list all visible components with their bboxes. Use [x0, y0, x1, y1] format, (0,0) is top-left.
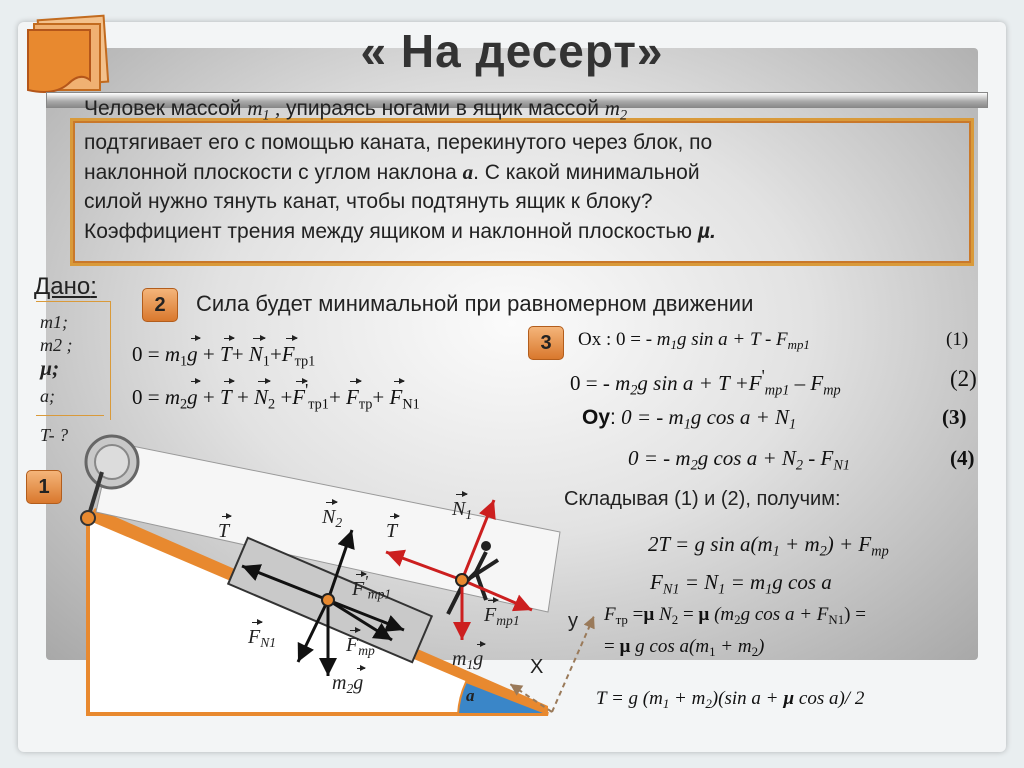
equation-number-1: (1): [946, 329, 969, 350]
label-N1: $N_1$: [452, 498, 473, 523]
adding-statement: Складывая (1) и (2), получим:: [564, 488, 841, 510]
label-Ftr1: $F_{тр1}$: [484, 604, 520, 629]
given-m2: m2 ;: [40, 335, 73, 355]
projection-equation-3: Oy: 0 = - $m_1g$ $\cos a + N_1$: [582, 405, 797, 433]
equation-number-4: (4): [950, 446, 975, 470]
label-Ftr: $F_{тр}$: [346, 634, 375, 659]
projection-equation-1: Ox : 0 = - $m_1g$ $\sin a + T - F_{тр1}$: [578, 329, 810, 352]
result-equation-3: $F_{тр} =\mu$ $N_2 = \mu$ ($m_2g$ $\cos a + F_{N1}$) =: [604, 604, 866, 627]
label-T-left: T: [218, 520, 230, 542]
given-title: Дано:: [34, 273, 97, 300]
given-m1: m1;: [40, 312, 68, 332]
label-m1g: $m_1g$: [452, 648, 484, 673]
step-badge-1: 1: [26, 470, 62, 504]
projection-equation-4: 0 = - $m_2g$ $\cos a + N_2 - F_{N1}$: [628, 446, 851, 474]
label-m2g: $m_2g$: [332, 672, 364, 697]
label-angle: a: [466, 686, 475, 705]
label-T-right: T: [386, 520, 398, 542]
problem-line-2: подтягивает его с помощью каната, перекинутого через блок, по: [84, 131, 713, 154]
final-answer: T = g $(m_1 + m_2)(\sin$ a + µ cos a)/ 2: [596, 688, 865, 711]
page-title: « На десерт»: [360, 25, 664, 77]
minimum-force-statement: Сила будет минимальной при равномерном движении: [196, 291, 754, 316]
problem-line-1: Человек массой $m_1$ , упираясь ногами в ящик массой $m_2$: [84, 96, 628, 124]
label-FN1: $F_{N1}$: [248, 626, 277, 651]
result-equation-1: 2T = g $\sin a(m_1 + m_2) + F_{тр}$: [648, 532, 889, 560]
step-badge-3: 3: [528, 326, 564, 360]
vector-equation-2: $0 = m_2g + T + N_2 +F'_{тр1}+ F_{тр}+ F_{N1}$: [132, 380, 420, 413]
problem-line-4: силой нужно тянуть канат, чтобы подтянуть ящик к блоку?: [84, 190, 653, 213]
problem-line-5: Коэффициент трения между ящиком и наклонной плоскостью µ.: [84, 220, 716, 243]
step-badge-2: 2: [142, 288, 178, 322]
problem-line-3: наклонной плоскости с углом наклона a. С какой минимальной: [84, 160, 700, 184]
equation-number-3: (3): [942, 405, 967, 429]
result-equation-4: = µ g $\cos a(m_1 + m_2)$: [604, 636, 765, 659]
label-axis-y: у: [568, 610, 578, 632]
equation-number-2: (2): [950, 366, 977, 391]
result-equation-2: $F_{N1} = N_1 = m_1g$ cos a: [650, 570, 832, 598]
given-angle: a;: [40, 386, 55, 406]
label-axis-x: X: [530, 656, 544, 678]
find-T: T- ?: [40, 425, 69, 445]
vector-equation-1: $0 = m_1g + T+ N_1+F_{тр1}$: [132, 342, 316, 370]
projection-equation-2: 0 = - $m_2g$ $\sin a + T +F'_{тр1} - F_{тр}$: [570, 366, 841, 399]
label-N2: $N_2$: [322, 506, 343, 531]
label-Ftr1-prime: $F'_{тр1}$: [352, 572, 392, 602]
given-mu: µ;: [40, 356, 60, 380]
